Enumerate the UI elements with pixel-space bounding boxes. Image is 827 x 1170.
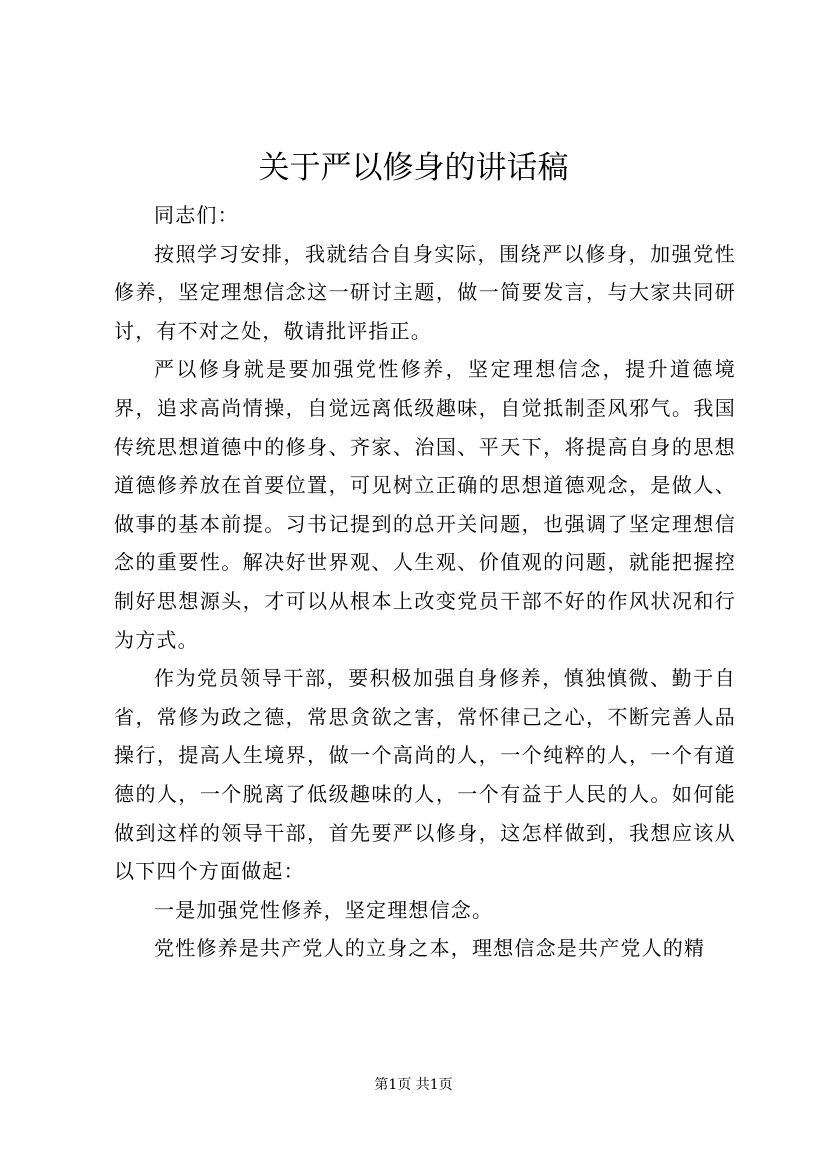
intro-paragraph: 按照学习安排，我就结合自身实际，围绕严以修身，加强党性修养，坚定理想信念这一研讨主题，做一简要发言，与大家共同研讨，有不对之处，敬请批评指正。 <box>114 241 736 343</box>
greeting-paragraph: 同志们： <box>154 203 239 227</box>
body-paragraph: 作为党员领导干部，要积极加强自身修养，慎独慎微、勤于自省，常修为政之德，常思贪欲之害，常怀律己之心，不断完善人品操行，提高人生境界，做一个高尚的人，一个纯粹的人，一个有道德的人，一个脱离了低级趣味的人，一个有益于人民的人。如何能做到这样的领导干部，首先要严以修身，这怎样做到，我想应该从以下四个方面做起： <box>114 666 736 884</box>
page-number-footer: 第1页 共1页 <box>374 1077 453 1093</box>
body-paragraph: 严以修身就是要加强党性修养，坚定理想信念，提升道德境界，追求高尚情操，自觉远离低级趣味，自觉抵制歪风邪气。我国传统思想道德中的修身、齐家、治国、平天下，将提高自身的思想道德修养放在首要位置，可见树立正确的思想道德观念，是做人、做事的基本前提。习书记提到的总开关问题，也强调了坚定理想信念的重要性。解决好世界观、人生观、价值观的问题，就能把握控制好思想源头，才可以从根本上改变党员干部不好的作风状况和行为方式。 <box>114 357 736 652</box>
section-heading: 一是加强党性修养，坚定理想信念。 <box>154 897 494 922</box>
document-body <box>114 196 736 968</box>
body-paragraph: 党性修养是共产党人的立身之本，理想信念是共产党人的精 <box>154 936 706 961</box>
document-title: 关于严以修身的讲话稿 <box>258 150 569 186</box>
